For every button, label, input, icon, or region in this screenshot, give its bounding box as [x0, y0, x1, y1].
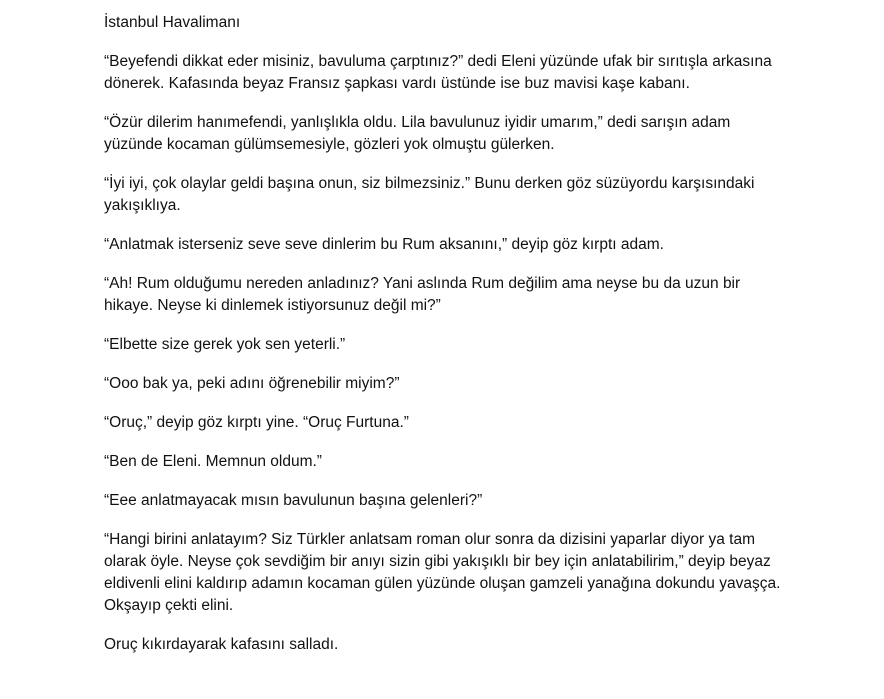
- paragraph: “Elbette size gerek yok sen yeterli.”: [104, 336, 346, 353]
- paragraph: “Ooo bak ya, peki adını öğrenebilir miyim?”: [104, 375, 400, 392]
- paragraph: “Hangi birini anlatayım? Siz Türkler anlatsam roman olur sonra da dizisini yaparlar diyor ya tam olarak öyle. Neyse çok sevdiğim bir anıyı sizin gibi yakışıklı bir bey için anlatabilirim,” deyip beyaz eldivenli elini kaldırıp adamın kocaman gülen yüzünde oluşan gamzeli yanağına dokundu yavaşça. Okşayıp çekti elini.: [104, 531, 781, 614]
- document-body: [104, 12, 784, 656]
- paragraph: “Oruç,” deyip göz kırptı yine. “Oruç Furtuna.”: [104, 414, 409, 431]
- paragraph: “Anlatmak isterseniz seve seve dinlerim bu Rum aksanını,” deyip göz kırptı adam.: [104, 236, 664, 253]
- paragraph: “Ben de Eleni. Memnun oldum.”: [104, 453, 322, 470]
- paragraph: “Eee anlatmayacak mısın bavulunun başına gelenleri?”: [104, 492, 483, 509]
- section-heading: İstanbul Havalimanı: [104, 14, 241, 31]
- paragraph: “Ah! Rum olduğumu nereden anladınız? Yani aslında Rum değilim ama neyse bu da uzun bir hikaye. Neyse ki dinlemek istiyorsunuz değil mi?”: [104, 275, 741, 314]
- paragraph: Oruç kıkırdayarak kafasını salladı.: [104, 636, 339, 653]
- paragraph: “İyi iyi, çok olaylar geldi başına onun, siz bilmezsiniz.” Bunu derken göz süzüyordu karşısındaki yakışıklıya.: [104, 175, 755, 214]
- paragraph: “Özür dilerim hanımefendi, yanlışlıkla oldu. Lila bavulunuz iyidir umarım,” dedi sarışın adam yüzünde kocaman gülümsemesiyle, gözleri yok olmuştu gülerken.: [104, 114, 731, 153]
- paragraph: “Beyefendi dikkat eder misiniz, bavuluma çarptınız?” dedi Eleni yüzünde ufak bir sırıtışla arkasına dönerek. Kafasında beyaz Fransız şapkası vardı üstünde ise buz mavisi kaşe kabanı.: [104, 53, 772, 92]
